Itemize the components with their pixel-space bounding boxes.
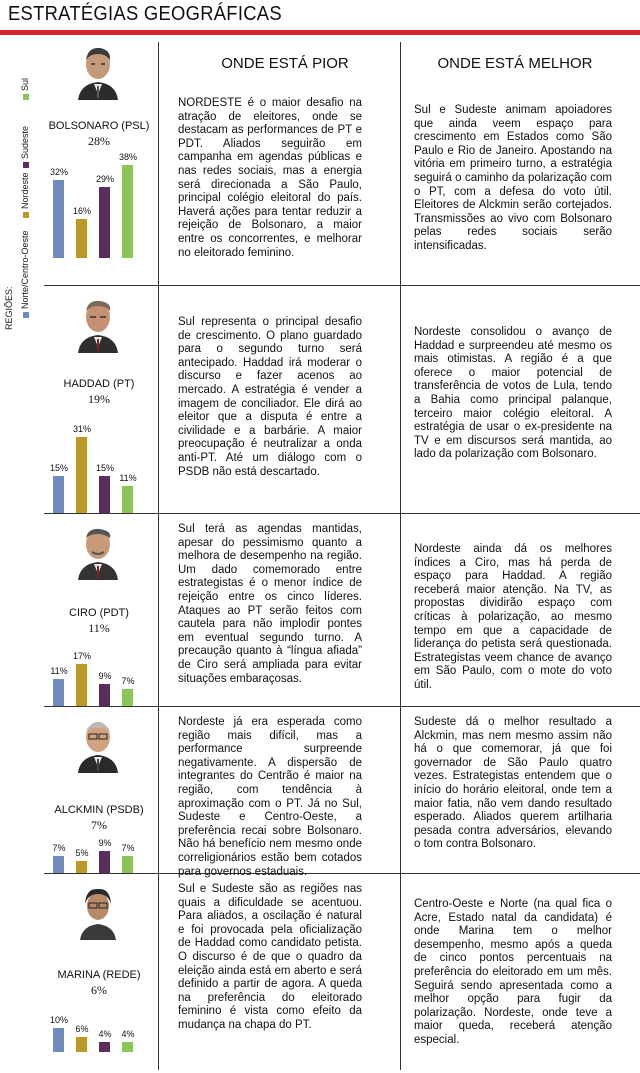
title-rule <box>0 30 640 35</box>
better-text: Sudeste dá o melhor resultado a Alckmin, mas nem mesmo assim não há o que comemorar, já que foi governador de São Paulo quatro vezes. Estrategistas entendem que o início do horário eleitoral, onde tem a maior fatia, não vem dando resultado esperado. Aliados querem artilharia pesada contra adversários, elevando o tom contra Bolsonaro. <box>414 716 612 851</box>
column-head-better: ONDE ESTÁ MELHOR <box>437 55 593 72</box>
region-bar <box>53 856 64 873</box>
region-bar-label: 16% <box>72 205 91 216</box>
region-bar <box>122 1042 133 1052</box>
legend-label: REGIÕES: <box>4 286 14 330</box>
candidate-name: MARINA (REDE) <box>57 969 141 981</box>
candidate-name: HADDAD (PT) <box>63 378 135 390</box>
worse-text: Sul representa o principal desafio de crescimento. O plano guardado para o segundo turno será antecipado. Haddad irá moderar o discurso e fazer acenos ao mercado. A estratégia é vender a imagem de conciliador. Ele dirá ao eleitor que a disputa é entre a civilidade e a barbárie. A maior preocupação é neutralizar a onda anti-PT. Até um diálogo com o PSDB não está descartado. <box>178 316 362 478</box>
region-bar-label: 4% <box>98 1029 112 1040</box>
region-bar-label: 7% <box>121 675 135 686</box>
row-divider <box>44 513 640 514</box>
alckmin-portrait <box>70 715 126 773</box>
region-bar <box>76 1037 87 1052</box>
row-divider <box>44 706 640 707</box>
legend-swatch <box>23 212 29 218</box>
region-bar-label: 7% <box>121 842 135 853</box>
region-bar <box>53 679 64 706</box>
column-head-worse: ONDE ESTÁ PIOR <box>221 55 349 72</box>
candidate-name: CIRO (PDT) <box>69 607 129 619</box>
candidate-total: 19% <box>88 392 110 406</box>
region-bar <box>99 851 110 873</box>
region-bar-label: 11% <box>50 666 68 677</box>
region-bar <box>76 664 87 706</box>
page-title: ESTRATÉGIAS GEOGRÁFICAS <box>8 3 282 25</box>
ciro-portrait <box>70 522 126 580</box>
better-text: Nordeste ainda dá os melhores índices a Ciro, mas há perda de espaço para Haddad. A região receberá maior atenção. Na TV, as propostas dividirão espaço com críticas à polarização, ao mesmo tempo em que a capacidade de liderança do petista será questionada. Estrategistas veem chance de avanço em São Paulo, com o mote do voto útil. <box>414 543 612 691</box>
region-bar <box>99 1042 110 1052</box>
candidate-total: 28% <box>88 134 110 148</box>
candidate-name: ALCKMIN (PSDB) <box>54 804 144 816</box>
region-bar-label: 10% <box>49 1014 68 1025</box>
region-bar-label: 4% <box>121 1029 135 1040</box>
haddad-portrait <box>70 295 126 353</box>
region-bar <box>99 476 110 513</box>
region-bar-label: 38% <box>118 151 137 162</box>
region-bar <box>122 689 133 706</box>
region-bar-label: 31% <box>72 424 91 435</box>
legend-item: Nordeste <box>20 172 30 218</box>
region-bar <box>122 486 133 513</box>
marina-portrait <box>70 882 126 940</box>
candidate-total: 11% <box>88 621 110 635</box>
column-divider <box>400 42 401 1070</box>
region-bar-label: 15% <box>95 463 114 474</box>
region-bar <box>76 861 87 873</box>
bolsonaro-portrait <box>70 42 126 100</box>
column-divider <box>158 42 159 1070</box>
worse-text: Nordeste já era esperada como região mais difícil, mas a performance surpreende negativamente. A dispersão de integrantes do Centrão é maior na região, com tendência à aproximação com o PT. Já no Sul, Sudeste e Centro-Oeste, a preferência recai sobre Bolsonaro. Não há benefício nem mesmo onde correligionários estão bem cotados para governos estaduais. <box>178 716 362 878</box>
region-bar-label: 29% <box>95 173 114 184</box>
candidate-name: BOLSONARO (PSL) <box>48 120 150 132</box>
region-bar <box>99 684 110 706</box>
region-bar <box>53 1028 64 1053</box>
region-bar <box>53 476 64 513</box>
worse-text: NORDESTE é o maior desafio na atração de eleitores, onde se destacam as performances de PT e PDT. Aliados seguirão em campanha em agendas públicas e nas redes sociais, mas a energia será direcionada a São Paulo, principal colégio eleitoral do país. Haverá ações para tentar reduzir a rejeição de Bolsonaro, a maior entre os concorrentes, e melhorar no eleitorado feminino. <box>178 97 362 259</box>
region-bar <box>76 437 87 513</box>
region-bar-label: 32% <box>49 166 68 177</box>
row-divider <box>44 285 640 286</box>
region-bar <box>122 856 133 873</box>
region-bar <box>76 219 87 258</box>
region-bar <box>99 187 110 258</box>
better-text: Nordeste consolidou o avanço de Haddad e surpreendeu até mesmo os mais otimistas. A região é a que oferece o maior potencial de transferência de votos de Lula, tendo a Bahia como principal palanque, terceiro maior colégio eleitoral. A estratégia de usar o ex-presidente na TV e em discursos será mantida, ao lado da polarização com Bolsonaro. <box>414 326 612 461</box>
legend-swatch <box>23 162 29 168</box>
region-bar-label: 5% <box>75 847 89 858</box>
better-text: Sul e Sudeste animam apoiadores que ainda veem espaço para crescimento em Estados como São Paulo e Rio de Janeiro. Apostando na vitória em primeiro turno, a estratégia seguirá o caminho da polarização com o PT, com a defesa do voto útil. Eleitores de Alckmin serão cortejados. Transmissões ao vivo com Bolsonaro pelas redes sociais serão intensificadas. <box>414 104 612 252</box>
region-bar-label: 17% <box>72 651 91 662</box>
legend-swatch <box>23 94 29 100</box>
legend-item: Norte/Centro-Oeste <box>20 230 30 318</box>
region-bar-label: 15% <box>49 463 68 474</box>
better-text: Centro-Oeste e Norte (na qual fica o Acre, Estado natal da candidata) é onde Marina tem o melhor desempenho, mesmo após a queda de cinco pontos percentuais na preferência do eleitorado em um mês. Seguirá sendo apresentada como a melhor opção para fugir da polarização. Nordeste, onde teve a maior queda, receberá atenção especial. <box>414 898 612 1046</box>
legend-swatch <box>23 312 29 318</box>
candidate-total: 7% <box>91 818 107 832</box>
region-bar-label: 7% <box>52 842 66 853</box>
worse-text: Sul e Sudeste são as regiões nas quais a dificuldade se acentuou. Para aliados, a oscilação é natural e foi provocada pela oficialização de Haddad como candidato petista. O discurso é de que o quadro da eleição ainda está em aberto e será definido a partir de agora. A queda na preferência do eleitorado feminino é vista como efeito da mudança na chapa do PT. <box>178 883 362 1031</box>
candidate-total: 6% <box>91 983 107 997</box>
legend-item: Sudeste <box>20 126 30 168</box>
region-bar <box>122 165 133 258</box>
region-bar-label: 9% <box>98 670 112 681</box>
region-bar-label: 6% <box>75 1024 89 1035</box>
region-bar-label: 9% <box>98 837 112 848</box>
worse-text: Sul terá as agendas mantidas, apesar do pessimismo quanto a melhora de desempenho na região. Um dado comemorado entre estrategistas é o menor índice de rejeição entre os cinco líderes. Ataques ao PT serão feitos com cautela para não implodir pontes em eventual segundo turno. A precaução quanto à “língua afiada” de Ciro será ampliada para evitar situações embaraçosas. <box>178 523 362 685</box>
region-bar-label: 11% <box>119 473 137 484</box>
legend-item: Sul <box>20 78 30 100</box>
region-bar <box>53 180 64 258</box>
